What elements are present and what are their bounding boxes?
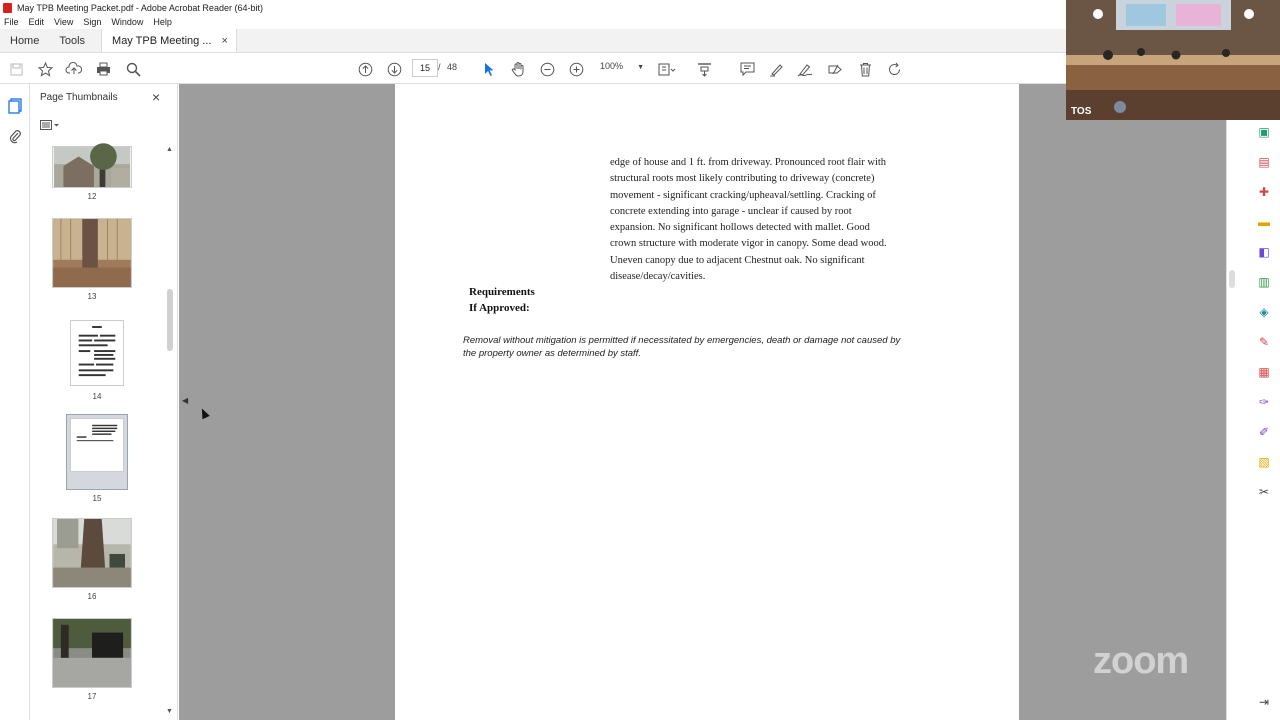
collapse-tools-icon[interactable]: ⇥ [1258,695,1270,709]
compress-pdf-icon[interactable]: ◈ [1259,305,1269,319]
scroll-up-arrow-icon[interactable]: ▲ [166,146,173,153]
text-line: edge of house and 1 ft. from driveway. Pronounced root flair with [610,157,887,168]
more-tools-icon[interactable]: ✂ [1258,485,1270,499]
page-separator: / [438,62,441,72]
page-number-input[interactable]: 15 [412,59,438,77]
draw-sign-icon[interactable] [796,60,814,78]
hand-tool-icon[interactable] [509,60,527,78]
thumbnail-page-15-selected[interactable] [66,414,128,503]
save-icon[interactable] [7,60,25,78]
page-count [438,62,457,72]
webcam-label: TOS [1071,106,1092,117]
pdf-page [395,84,1019,724]
thumbnail-image [52,618,132,688]
meeting-room-video [1066,0,1280,120]
title-bar [0,0,1066,15]
text-line: concrete extending into garage - unclear if caused by root [610,205,852,217]
comment-icon[interactable] [738,60,756,78]
note-line: Removal without mitigation is permitted if necessitated by emergencies, death or damage not caused by [463,335,901,346]
text-line: disease/decay/cavities. [610,271,706,283]
print-icon[interactable] [94,60,112,78]
webcam-video [1066,0,1280,120]
text-line: movement - significant cracking/upheaval/settling. Cracking of [610,189,876,201]
assessment-text [610,155,940,285]
edit-pdf-icon[interactable]: ✚ [1258,185,1270,199]
thumbnail-page-number: 12 [87,192,97,201]
scrollbar-thumb[interactable] [167,289,173,351]
previous-page-icon[interactable] [356,60,374,78]
panel-close-icon[interactable]: × [152,89,161,105]
delete-icon[interactable] [856,60,874,78]
thumbnail-image [52,518,132,588]
zoom-level-dropdown[interactable] [600,61,644,75]
thumbnail-page-16[interactable] [52,518,132,601]
zoom-in-icon[interactable] [567,60,585,78]
scan-ocr-icon[interactable]: ▧ [1258,455,1270,469]
bookmark-star-icon[interactable] [36,60,54,78]
create-pdf-icon[interactable]: ▤ [1258,155,1270,169]
tab-document-label: May TPB Meeting ... [112,34,212,47]
document-viewport[interactable] [179,84,1226,720]
thumbnail-image [52,218,132,288]
requirements-heading [469,284,535,316]
collapse-panel-arrow-icon[interactable]: ◀ [182,396,189,405]
tab-bar [0,29,1066,53]
thumbnail-image [70,320,124,386]
menu-file[interactable]: File [4,17,19,27]
tab-document[interactable] [101,29,237,52]
thumbnail-page-17[interactable] [52,618,132,701]
note-line: the property owner as determined by staff. [463,348,641,359]
thumbnail-page-14[interactable] [70,320,124,401]
thumbnail-page-number: 14 [92,392,102,401]
menu-view[interactable]: View [54,17,74,27]
window-title: May TPB Meeting Packet.pdf - Adobe Acrobat Reader (64-bit) [17,2,263,13]
mitigation-note [463,334,963,360]
thumbnail-list [30,144,164,720]
fit-page-icon[interactable] [658,60,676,78]
right-tools-pane [1226,120,1280,720]
text-line: Uneven canopy due to adjacent Chestnut oak. No significant [610,254,865,266]
total-pages: 48 [447,62,458,72]
text-line: structural roots most likely contributing to driveway (concrete) [610,173,875,185]
export-pdf-icon[interactable]: ▣ [1258,125,1270,139]
rotate-icon[interactable] [885,60,903,78]
menu-edit[interactable]: Edit [28,17,45,27]
tab-close-icon[interactable]: × [221,34,228,47]
menu-sign[interactable]: Sign [83,17,102,27]
organize-pages-icon[interactable]: ▥ [1258,275,1270,289]
comment-tool-icon[interactable]: ▬ [1258,215,1270,229]
thumbnail-page-number: 15 [92,494,102,503]
page-thumbnails-panel [30,84,178,720]
fill-sign-icon[interactable] [826,60,844,78]
highlight-pen-icon[interactable] [767,60,785,78]
text-line: expansion. No significant hollows detected with mallet. Good [610,222,870,234]
protect-icon[interactable]: ▦ [1258,365,1270,379]
thumbnail-options-icon[interactable] [40,120,60,133]
scroll-down-arrow-icon[interactable]: ▼ [166,708,173,715]
thumbnail-page-12[interactable] [52,146,132,201]
thumbnail-page-number: 16 [87,592,97,601]
left-rail [0,84,30,720]
scroll-mode-icon[interactable] [695,60,713,78]
panel-title: Page Thumbnails [40,92,118,103]
redact-icon[interactable]: ✎ [1258,335,1270,349]
tab-home[interactable]: Home [10,34,40,47]
toolbar [0,54,1066,84]
acrobat-icon [3,3,12,13]
next-page-icon[interactable] [385,60,403,78]
combine-files-icon[interactable]: ◧ [1258,245,1270,259]
thumbnail-page-number: 13 [87,292,97,301]
tab-tools[interactable]: Tools [59,34,86,47]
tools-scrollbar[interactable] [1229,270,1235,288]
thumbnail-scrollbar[interactable] [164,144,176,720]
page-thumbnails-icon[interactable] [8,98,22,117]
requirements-line: Requirements [469,286,535,298]
zoom-out-icon[interactable] [538,60,556,78]
thumbnail-image [70,418,124,472]
thumbnail-page-13[interactable] [52,218,132,301]
zoom-logo: zoom [1093,640,1189,682]
attachments-paperclip-icon[interactable] [8,128,22,147]
fill-sign-tool-icon[interactable]: ✑ [1258,395,1270,409]
requirements-line: If Approved: [469,302,530,314]
menu-help[interactable]: Help [153,17,172,27]
menu-bar [0,15,1066,29]
thumbnail-image [52,146,132,188]
send-signature-icon[interactable]: ✐ [1258,425,1270,439]
zoom-level-value: 100% [600,61,624,71]
menu-window[interactable]: Window [111,17,144,27]
select-arrow-icon[interactable] [480,60,498,78]
upload-cloud-icon[interactable] [65,60,83,78]
search-icon[interactable] [124,60,142,78]
text-line: crown structure with moderate vigor in canopy. Some dead wood. [610,238,887,250]
chevron-down-icon: ▼ [637,64,644,71]
thumbnail-page-number: 17 [87,692,97,701]
